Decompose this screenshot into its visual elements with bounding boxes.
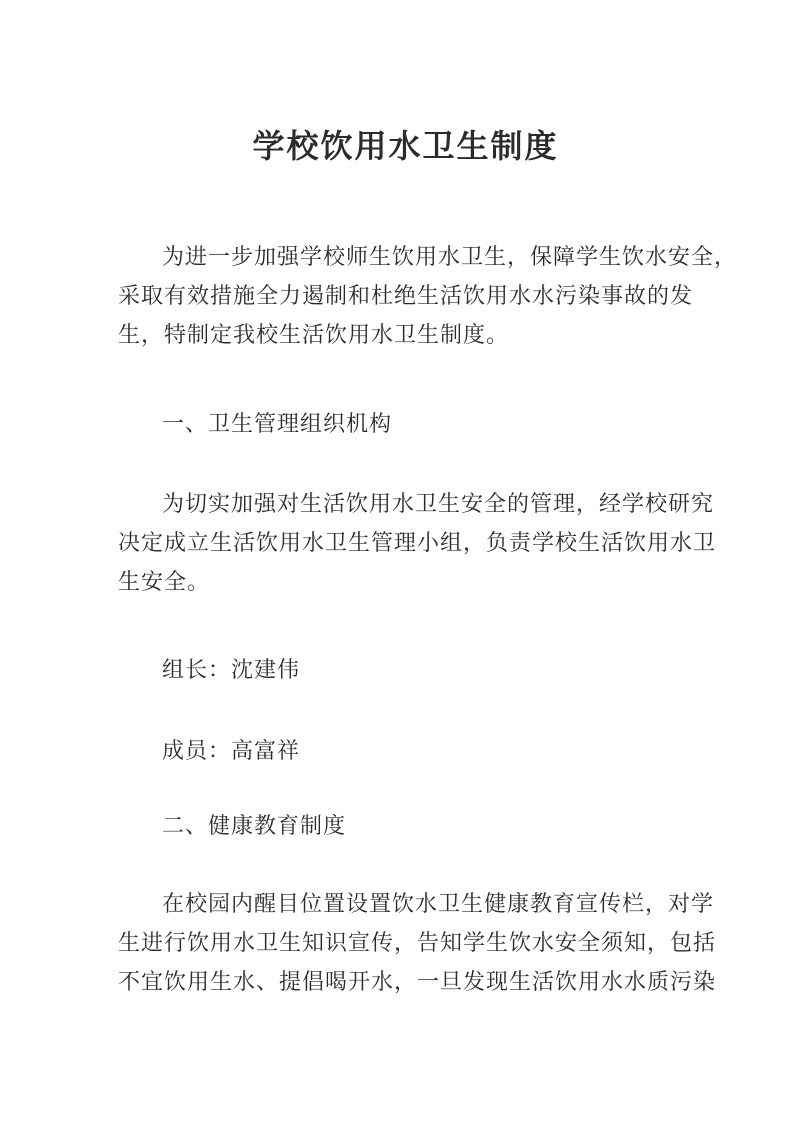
intro-paragraph (118, 237, 738, 354)
document-title: 学校饮用水卫生制度 (252, 128, 559, 164)
text-line: 生，特制定我校生活饮用水卫生制度。 (118, 322, 510, 347)
text-line: 决定成立生活饮用水卫生管理小组，负责学校生活饮用水卫 (118, 530, 717, 555)
section-heading-1 (118, 404, 693, 443)
education-paragraph (118, 884, 717, 1001)
text-line: 为切实加强对生活饮用水卫生安全的管理，经学校研究 (162, 491, 715, 516)
text-line: 在校园内醒目位置设置饮水卫生健康教育宣传栏，对学 (162, 891, 715, 916)
text-line: 二、健康教育制度 (162, 813, 347, 838)
text-line: 生安全。 (118, 569, 211, 594)
section-heading-2 (118, 806, 693, 845)
text-line: 成员：高富祥 (162, 738, 301, 763)
text-line: 一、卫生管理组织机构 (162, 411, 393, 436)
member-line (118, 731, 693, 770)
text-line: 生进行饮用水卫生知识宣传，告知学生饮水安全须知，包括 (118, 930, 717, 955)
text-line: 不宜饮用生水、提倡喝开水，一旦发现生活饮用水水质污染 (118, 969, 717, 994)
text-line: 为进一步加强学校师生饮用水卫生，保障学生饮水安全， (162, 244, 738, 269)
group-leader-line (118, 650, 693, 689)
org-paragraph (118, 484, 717, 601)
text-line: 组长：沈建伟 (162, 657, 301, 682)
text-line: 采取有效措施全力遏制和杜绝生活饮用水水污染事故的发 (118, 283, 694, 308)
